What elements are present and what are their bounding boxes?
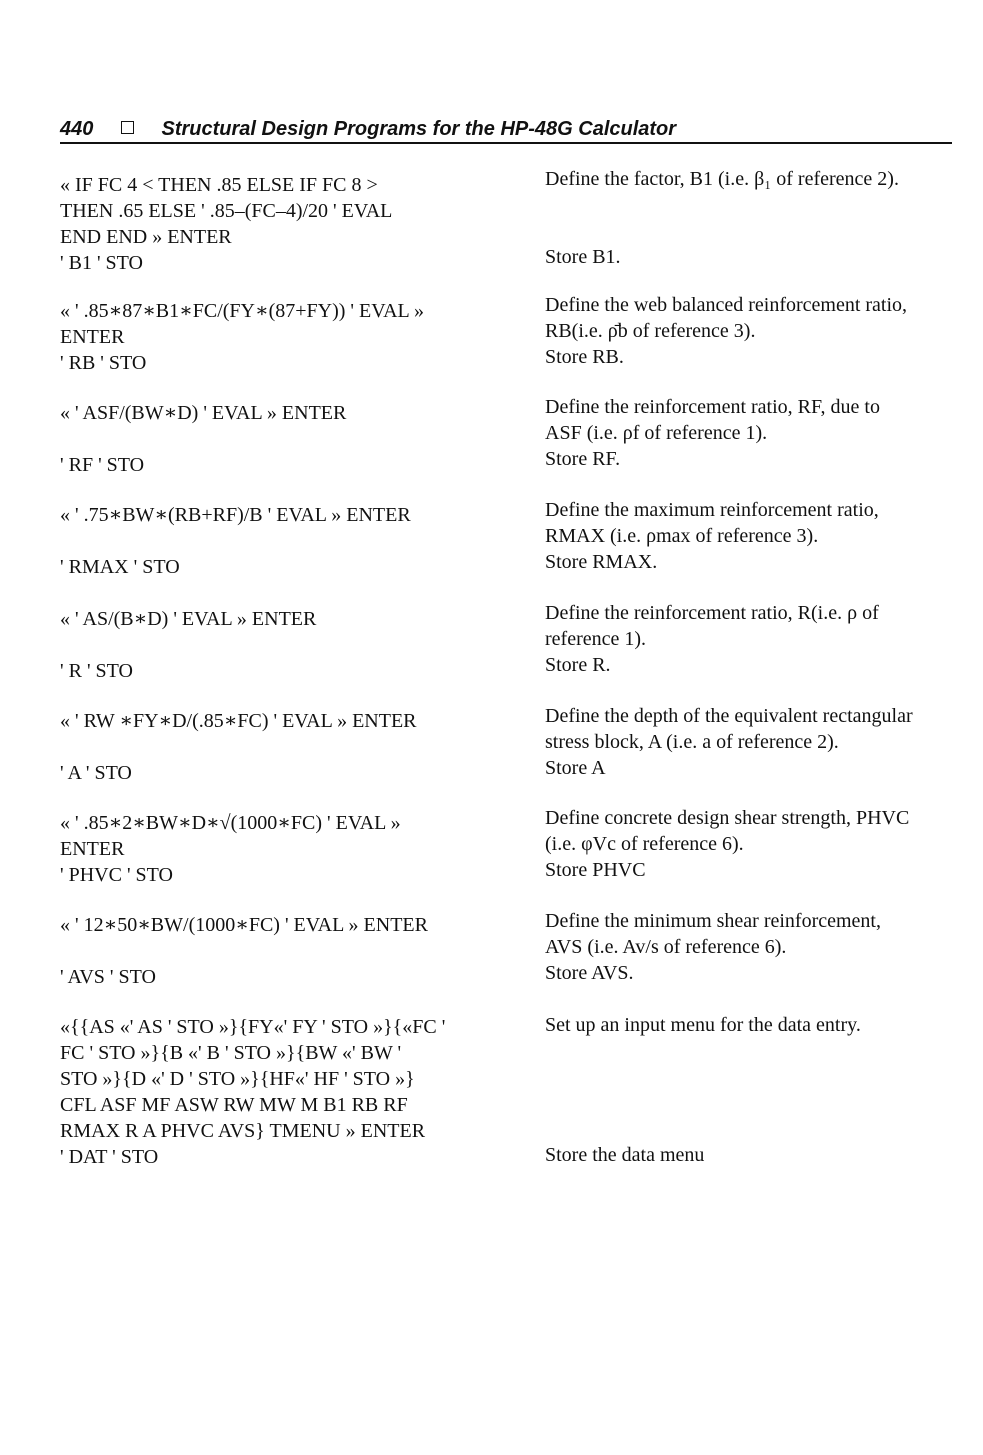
description-line: RMAX (i.e. ρmax of reference 3). bbox=[545, 525, 819, 547]
description-line: Store RB. bbox=[545, 346, 624, 368]
description-line bbox=[545, 218, 960, 244]
code-block-9 bbox=[60, 1014, 530, 1170]
page-number: 440 bbox=[60, 118, 94, 140]
code-line: «{{AS «' AS ' STO »}{FY«' FY ' STO »}{«FC ' bbox=[60, 1016, 446, 1038]
description-line: reference 1). bbox=[545, 628, 647, 650]
description-block-7 bbox=[545, 805, 960, 883]
code-line: ' B1 ' STO bbox=[60, 252, 143, 274]
code-line: ' AVS ' STO bbox=[60, 966, 156, 988]
description-line bbox=[545, 1064, 960, 1090]
code-line: « ' ASF/(BW∗D) ' EVAL » ENTER bbox=[60, 402, 347, 424]
code-line: ENTER bbox=[60, 838, 125, 860]
description-line: ASF (i.e. ρf of reference 1). bbox=[545, 422, 768, 444]
code-line: RMAX R A PHVC AVS} TMENU » ENTER bbox=[60, 1120, 426, 1142]
description-line bbox=[545, 1090, 960, 1116]
code-line: « IF FC 4 < THEN .85 ELSE IF FC 8 > bbox=[60, 174, 378, 196]
code-block-8 bbox=[60, 912, 530, 990]
description-block-3 bbox=[545, 394, 960, 472]
description-line: Define the reinforcement ratio, RF, due to bbox=[545, 396, 880, 418]
description-block-1 bbox=[545, 166, 960, 270]
description-line: Define the depth of the equivalent rectangular bbox=[545, 705, 913, 727]
code-block-1 bbox=[60, 172, 530, 276]
code-line: ' RB ' STO bbox=[60, 352, 147, 374]
description-line: Define the maximum reinforcement ratio, bbox=[545, 499, 879, 521]
description-line: stress block, A (i.e. a of reference 2). bbox=[545, 731, 839, 753]
code-line: « ' .75∗BW∗(RB+RF)/B ' EVAL » ENTER bbox=[60, 504, 411, 526]
code-line: ' R ' STO bbox=[60, 660, 133, 682]
code-line: ' A ' STO bbox=[60, 762, 132, 784]
code-line bbox=[60, 734, 530, 760]
description-block-2 bbox=[545, 292, 960, 370]
description-line bbox=[545, 1038, 960, 1064]
code-line bbox=[60, 426, 530, 452]
code-line: END END » ENTER bbox=[60, 226, 232, 248]
code-line: « ' .85∗2∗BW∗D∗√(1000∗FC) ' EVAL » bbox=[60, 812, 401, 834]
code-line: ENTER bbox=[60, 326, 125, 348]
description-block-8 bbox=[545, 908, 960, 986]
description-block-9 bbox=[545, 1012, 960, 1168]
code-block-2 bbox=[60, 298, 530, 376]
description-line: AVS (i.e. Av/s of reference 6). bbox=[545, 936, 787, 958]
running-header bbox=[60, 118, 952, 144]
description-line: Store RMAX. bbox=[545, 551, 658, 573]
code-line: « ' .85∗87∗B1∗FC/(FY∗(87+FY)) ' EVAL » bbox=[60, 300, 424, 322]
description-line: Define the web balanced reinforcement ratio, bbox=[545, 294, 908, 316]
code-line: THEN .65 ELSE ' .85–(FC–4)/20 ' EVAL bbox=[60, 200, 393, 222]
code-line: ' RF ' STO bbox=[60, 454, 145, 476]
description-line bbox=[545, 192, 960, 218]
code-line: ' DAT ' STO bbox=[60, 1146, 159, 1168]
description-line: Store R. bbox=[545, 654, 611, 676]
book-title: Structural Design Programs for the HP-48G Calculator bbox=[161, 118, 677, 140]
description-line: Store A bbox=[545, 757, 606, 779]
code-line: « ' RW ∗FY∗D/(.85∗FC) ' EVAL » ENTER bbox=[60, 710, 417, 732]
description-line: Store B1. bbox=[545, 246, 621, 268]
code-line bbox=[60, 632, 530, 658]
description-line: Store PHVC bbox=[545, 859, 646, 881]
description-line: Store the data menu bbox=[545, 1144, 705, 1166]
code-line bbox=[60, 528, 530, 554]
code-line: FC ' STO »}{B «' B ' STO »}{BW «' BW ' bbox=[60, 1042, 402, 1064]
code-line: « ' AS/(B∗D) ' EVAL » ENTER bbox=[60, 608, 317, 630]
description-block-5 bbox=[545, 600, 960, 678]
code-block-5 bbox=[60, 606, 530, 684]
code-line: ' RMAX ' STO bbox=[60, 556, 180, 578]
description-block-4 bbox=[545, 497, 960, 575]
code-block-7 bbox=[60, 810, 530, 888]
description-line: Define the factor, B1 (i.e. β₁ of reference 2). bbox=[545, 168, 899, 190]
description-line: Store RF. bbox=[545, 448, 621, 470]
description-line bbox=[545, 1116, 960, 1142]
code-line: CFL ASF MF ASW RW MW M B1 RB RF bbox=[60, 1094, 408, 1116]
description-line: (i.e. φVc of reference 6). bbox=[545, 833, 744, 855]
description-line: Define concrete design shear strength, PHVC bbox=[545, 807, 910, 829]
description-line: Define the reinforcement ratio, R(i.e. ρ of bbox=[545, 602, 879, 624]
code-line bbox=[60, 938, 530, 964]
description-line: RB(i.e. ρ̄b of reference 3). bbox=[545, 320, 756, 342]
description-line: Define the minimum shear reinforcement, bbox=[545, 910, 881, 932]
description-line: Set up an input menu for the data entry. bbox=[545, 1014, 861, 1036]
code-block-3 bbox=[60, 400, 530, 478]
description-block-6 bbox=[545, 703, 960, 781]
square-icon bbox=[121, 121, 134, 134]
code-line: ' PHVC ' STO bbox=[60, 864, 173, 886]
code-line: STO »}{D «' D ' STO »}{HF«' HF ' STO »} bbox=[60, 1068, 415, 1090]
code-block-4 bbox=[60, 502, 530, 580]
code-line: « ' 12∗50∗BW/(1000∗FC) ' EVAL » ENTER bbox=[60, 914, 428, 936]
description-line: Store AVS. bbox=[545, 962, 634, 984]
code-block-6 bbox=[60, 708, 530, 786]
